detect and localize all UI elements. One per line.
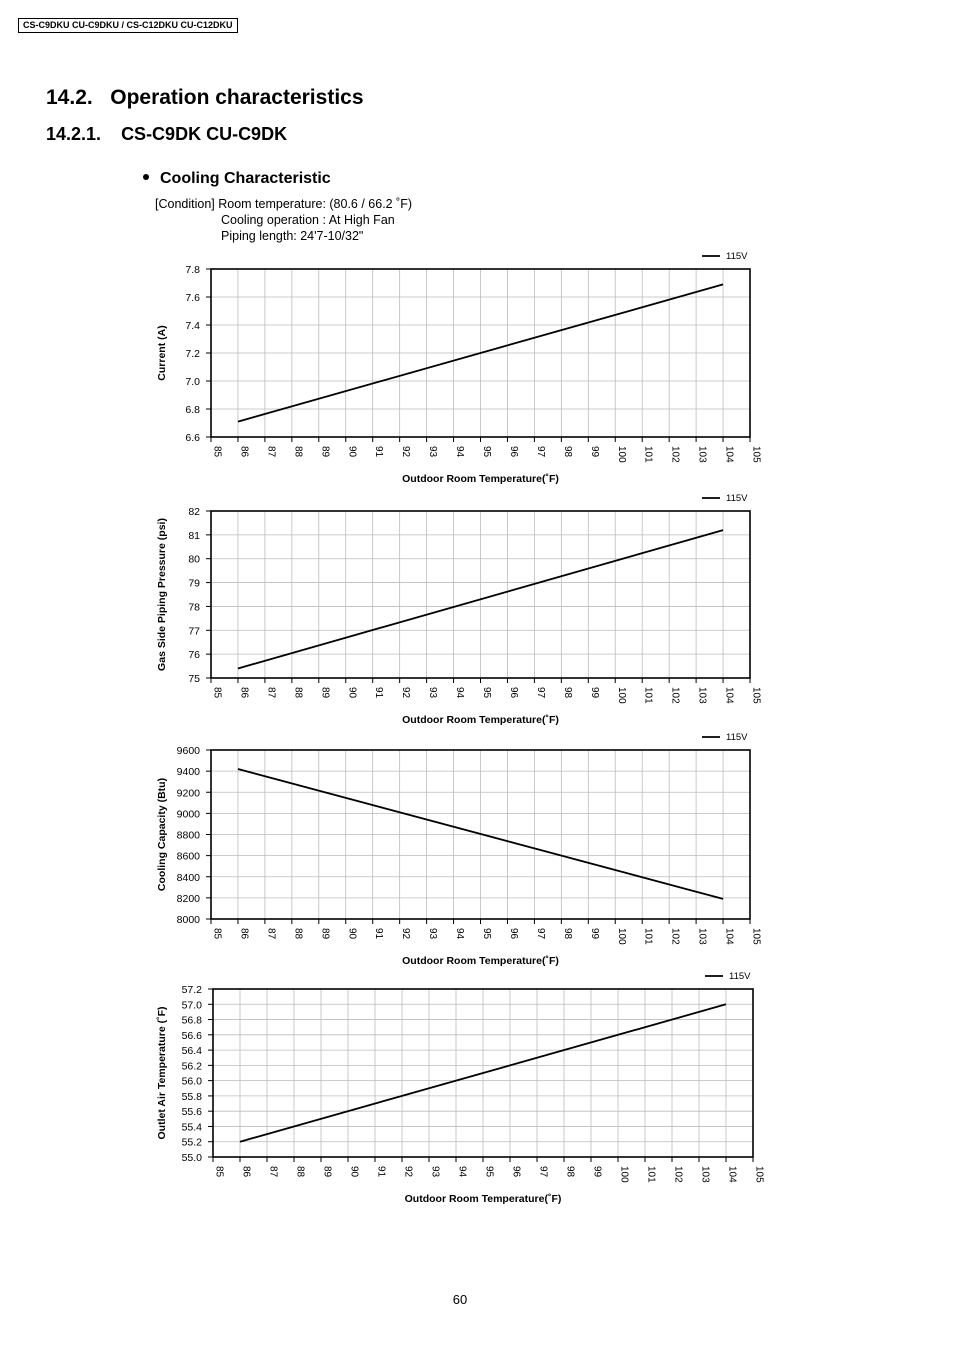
x-tick-label: 104 (726, 1166, 738, 1183)
x-tick-label: 88 (292, 687, 304, 699)
y-tick-label: 9200 (176, 787, 200, 800)
y-axis-title: Outlet Air Temperature (˚F) (156, 1006, 168, 1140)
y-tick-label: 56.6 (181, 1029, 202, 1042)
y-tick-label: 75 (188, 673, 200, 685)
x-axis-title: Outdoor Room Temperature(˚F) (404, 1193, 562, 1205)
y-tick-label: 7.6 (185, 292, 200, 304)
x-tick-label: 88 (292, 446, 304, 458)
subsection-number: 14.2.1. (46, 124, 102, 144)
y-tick-label: 79 (188, 577, 200, 590)
x-tick-label: 89 (319, 446, 331, 458)
x-tick-label: 97 (534, 446, 546, 458)
x-tick-label: 102 (672, 1166, 684, 1183)
y-tick-label: 82 (188, 506, 200, 518)
x-tick-label: 85 (211, 928, 223, 940)
outlet-air-temperature-chart (0, 970, 954, 1205)
y-tick-label: 7.2 (185, 348, 200, 360)
x-tick-label: 103 (696, 687, 708, 704)
x-tick-label: 93 (427, 446, 439, 458)
y-axis-title: Gas Side Piping Pressure (psi) (156, 518, 168, 671)
x-tick-label: 98 (564, 1166, 576, 1178)
x-tick-label: 91 (373, 928, 385, 940)
y-tick-label: 9000 (176, 808, 200, 821)
x-tick-label: 105 (753, 1166, 765, 1183)
x-tick-label: 102 (669, 446, 681, 463)
y-tick-label: 57.0 (181, 999, 202, 1012)
section-title: Operation characteristics (110, 86, 364, 109)
x-tick-label: 100 (615, 687, 627, 704)
gas-pressure-chart (0, 490, 954, 726)
x-tick-label: 98 (561, 928, 573, 940)
x-tick-label: 97 (534, 928, 546, 940)
x-tick-label: 94 (454, 446, 466, 458)
x-tick-label: 92 (400, 928, 412, 940)
subsection-heading (46, 124, 287, 145)
x-tick-label: 102 (669, 687, 681, 704)
x-tick-label: 93 (427, 928, 439, 940)
y-tick-label: 55.4 (181, 1121, 202, 1134)
y-tick-label: 7.0 (185, 376, 200, 388)
y-tick-label: 56.4 (181, 1045, 202, 1058)
x-tick-label: 101 (642, 928, 654, 945)
x-tick-label: 101 (642, 687, 654, 704)
x-tick-label: 88 (294, 1166, 306, 1178)
bullet-icon (143, 174, 149, 180)
condition-line: Piping length: 24'7-10/32" (221, 229, 364, 243)
x-tick-label: 104 (723, 928, 735, 945)
condition-line: Cooling operation : At High Fan (221, 213, 395, 227)
x-tick-label: 87 (265, 928, 277, 940)
x-axis-title: Outdoor Room Temperature(˚F) (402, 955, 559, 967)
y-tick-label: 80 (188, 553, 200, 566)
x-tick-label: 92 (402, 1166, 414, 1178)
x-tick-label: 103 (696, 928, 708, 945)
x-tick-label: 96 (507, 687, 519, 699)
subsection-title: CS-C9DK CU-C9DK (121, 124, 288, 144)
section-number: 14.2. (46, 86, 93, 109)
x-tick-label: 99 (591, 1166, 603, 1178)
legend-label: 115V (726, 732, 748, 743)
x-tick-label: 85 (211, 687, 223, 699)
y-tick-label: 8800 (176, 829, 200, 842)
x-tick-label: 101 (645, 1166, 657, 1183)
x-tick-label: 98 (561, 446, 573, 458)
x-tick-label: 90 (348, 1166, 360, 1178)
y-tick-label: 55.2 (181, 1136, 202, 1149)
x-tick-label: 97 (534, 687, 546, 699)
y-tick-label: 9600 (176, 745, 200, 757)
x-tick-label: 85 (211, 446, 223, 458)
x-tick-label: 100 (615, 928, 627, 945)
x-tick-label: 89 (321, 1166, 333, 1178)
x-tick-label: 101 (642, 446, 654, 463)
x-tick-label: 86 (238, 687, 250, 699)
x-tick-label: 99 (588, 928, 600, 940)
characteristic-title: Cooling Characteristic (160, 170, 331, 187)
x-tick-label: 99 (588, 687, 600, 699)
x-tick-label: 89 (319, 687, 331, 699)
x-tick-label: 87 (265, 446, 277, 458)
x-tick-label: 86 (240, 1166, 252, 1178)
y-tick-label: 55.8 (181, 1090, 202, 1103)
y-tick-label: 76 (188, 649, 200, 662)
x-tick-label: 90 (346, 446, 358, 458)
y-tick-label: 8600 (176, 850, 200, 863)
x-axis-title: Outdoor Room Temperature(˚F) (402, 714, 559, 726)
x-tick-label: 93 (427, 687, 439, 699)
model-header: CS-C9DKU CU-C9DKU / CS-C12DKU CU-C12DKU (18, 18, 238, 33)
x-tick-label: 94 (456, 1166, 468, 1178)
x-axis-title: Outdoor Room Temperature(˚F) (402, 473, 559, 485)
y-tick-label: 78 (188, 601, 200, 614)
x-tick-label: 90 (346, 928, 358, 940)
x-tick-label: 86 (238, 928, 250, 940)
x-tick-label: 99 (588, 446, 600, 458)
y-tick-label: 56.0 (181, 1075, 202, 1088)
y-tick-label: 8000 (176, 914, 200, 926)
y-tick-label: 9400 (176, 766, 200, 779)
x-tick-label: 105 (750, 928, 762, 945)
x-tick-label: 97 (537, 1166, 549, 1178)
x-tick-label: 100 (615, 446, 627, 463)
x-tick-label: 100 (618, 1166, 630, 1183)
x-tick-label: 91 (373, 446, 385, 458)
x-tick-label: 95 (481, 687, 492, 699)
x-tick-label: 95 (481, 928, 492, 940)
x-tick-label: 103 (699, 1166, 711, 1183)
x-tick-label: 89 (319, 928, 331, 940)
y-tick-label: 7.4 (185, 320, 200, 332)
y-tick-label: 81 (188, 529, 200, 542)
x-tick-label: 96 (507, 928, 519, 940)
y-tick-label: 77 (188, 625, 200, 638)
x-tick-label: 96 (507, 446, 519, 458)
y-tick-label: 8200 (176, 892, 200, 905)
x-tick-label: 96 (510, 1166, 522, 1178)
y-tick-label: 56.8 (181, 1014, 202, 1027)
x-tick-label: 92 (400, 687, 412, 699)
y-tick-label: 55.6 (181, 1106, 202, 1119)
x-tick-label: 90 (346, 687, 358, 699)
x-tick-label: 105 (750, 446, 762, 463)
x-tick-label: 91 (375, 1166, 387, 1178)
x-tick-label: 95 (481, 446, 492, 458)
y-tick-label: 6.6 (185, 432, 200, 444)
x-tick-label: 94 (454, 687, 466, 699)
x-tick-label: 92 (400, 446, 412, 458)
legend-label: 115V (726, 493, 748, 504)
y-tick-label: 55.0 (181, 1152, 202, 1164)
legend-label: 115V (726, 251, 748, 262)
y-tick-label: 8400 (176, 871, 200, 884)
x-tick-label: 86 (238, 446, 250, 458)
y-tick-label: 7.8 (185, 264, 200, 276)
page-number: 60 (452, 1292, 468, 1307)
y-tick-label: 56.2 (181, 1060, 202, 1073)
x-tick-label: 104 (723, 687, 735, 704)
x-tick-label: 98 (561, 687, 573, 699)
x-tick-label: 95 (483, 1166, 495, 1178)
x-tick-label: 103 (696, 446, 708, 463)
x-tick-label: 85 (213, 1166, 225, 1178)
x-tick-label: 87 (265, 687, 277, 699)
x-tick-label: 93 (429, 1166, 441, 1178)
x-tick-label: 91 (373, 687, 385, 699)
x-tick-label: 88 (292, 928, 304, 940)
x-tick-label: 102 (669, 928, 681, 945)
x-tick-label: 105 (750, 687, 762, 704)
y-tick-label: 6.8 (185, 404, 200, 416)
cooling-capacity-chart (0, 730, 954, 967)
y-tick-label: 57.2 (181, 984, 202, 996)
legend-label: 115V (729, 971, 751, 982)
condition-line: [Condition] Room temperature: (80.6 / 66.2 ˚F) (155, 197, 413, 211)
current-chart (0, 250, 954, 485)
y-axis-title: Cooling Capacity (Btu) (156, 777, 168, 892)
characteristic-heading (143, 170, 331, 188)
y-axis-title: Current (A) (156, 325, 168, 381)
section-heading (46, 86, 364, 110)
x-tick-label: 104 (723, 446, 735, 463)
x-tick-label: 94 (454, 928, 466, 940)
x-tick-label: 87 (267, 1166, 279, 1178)
